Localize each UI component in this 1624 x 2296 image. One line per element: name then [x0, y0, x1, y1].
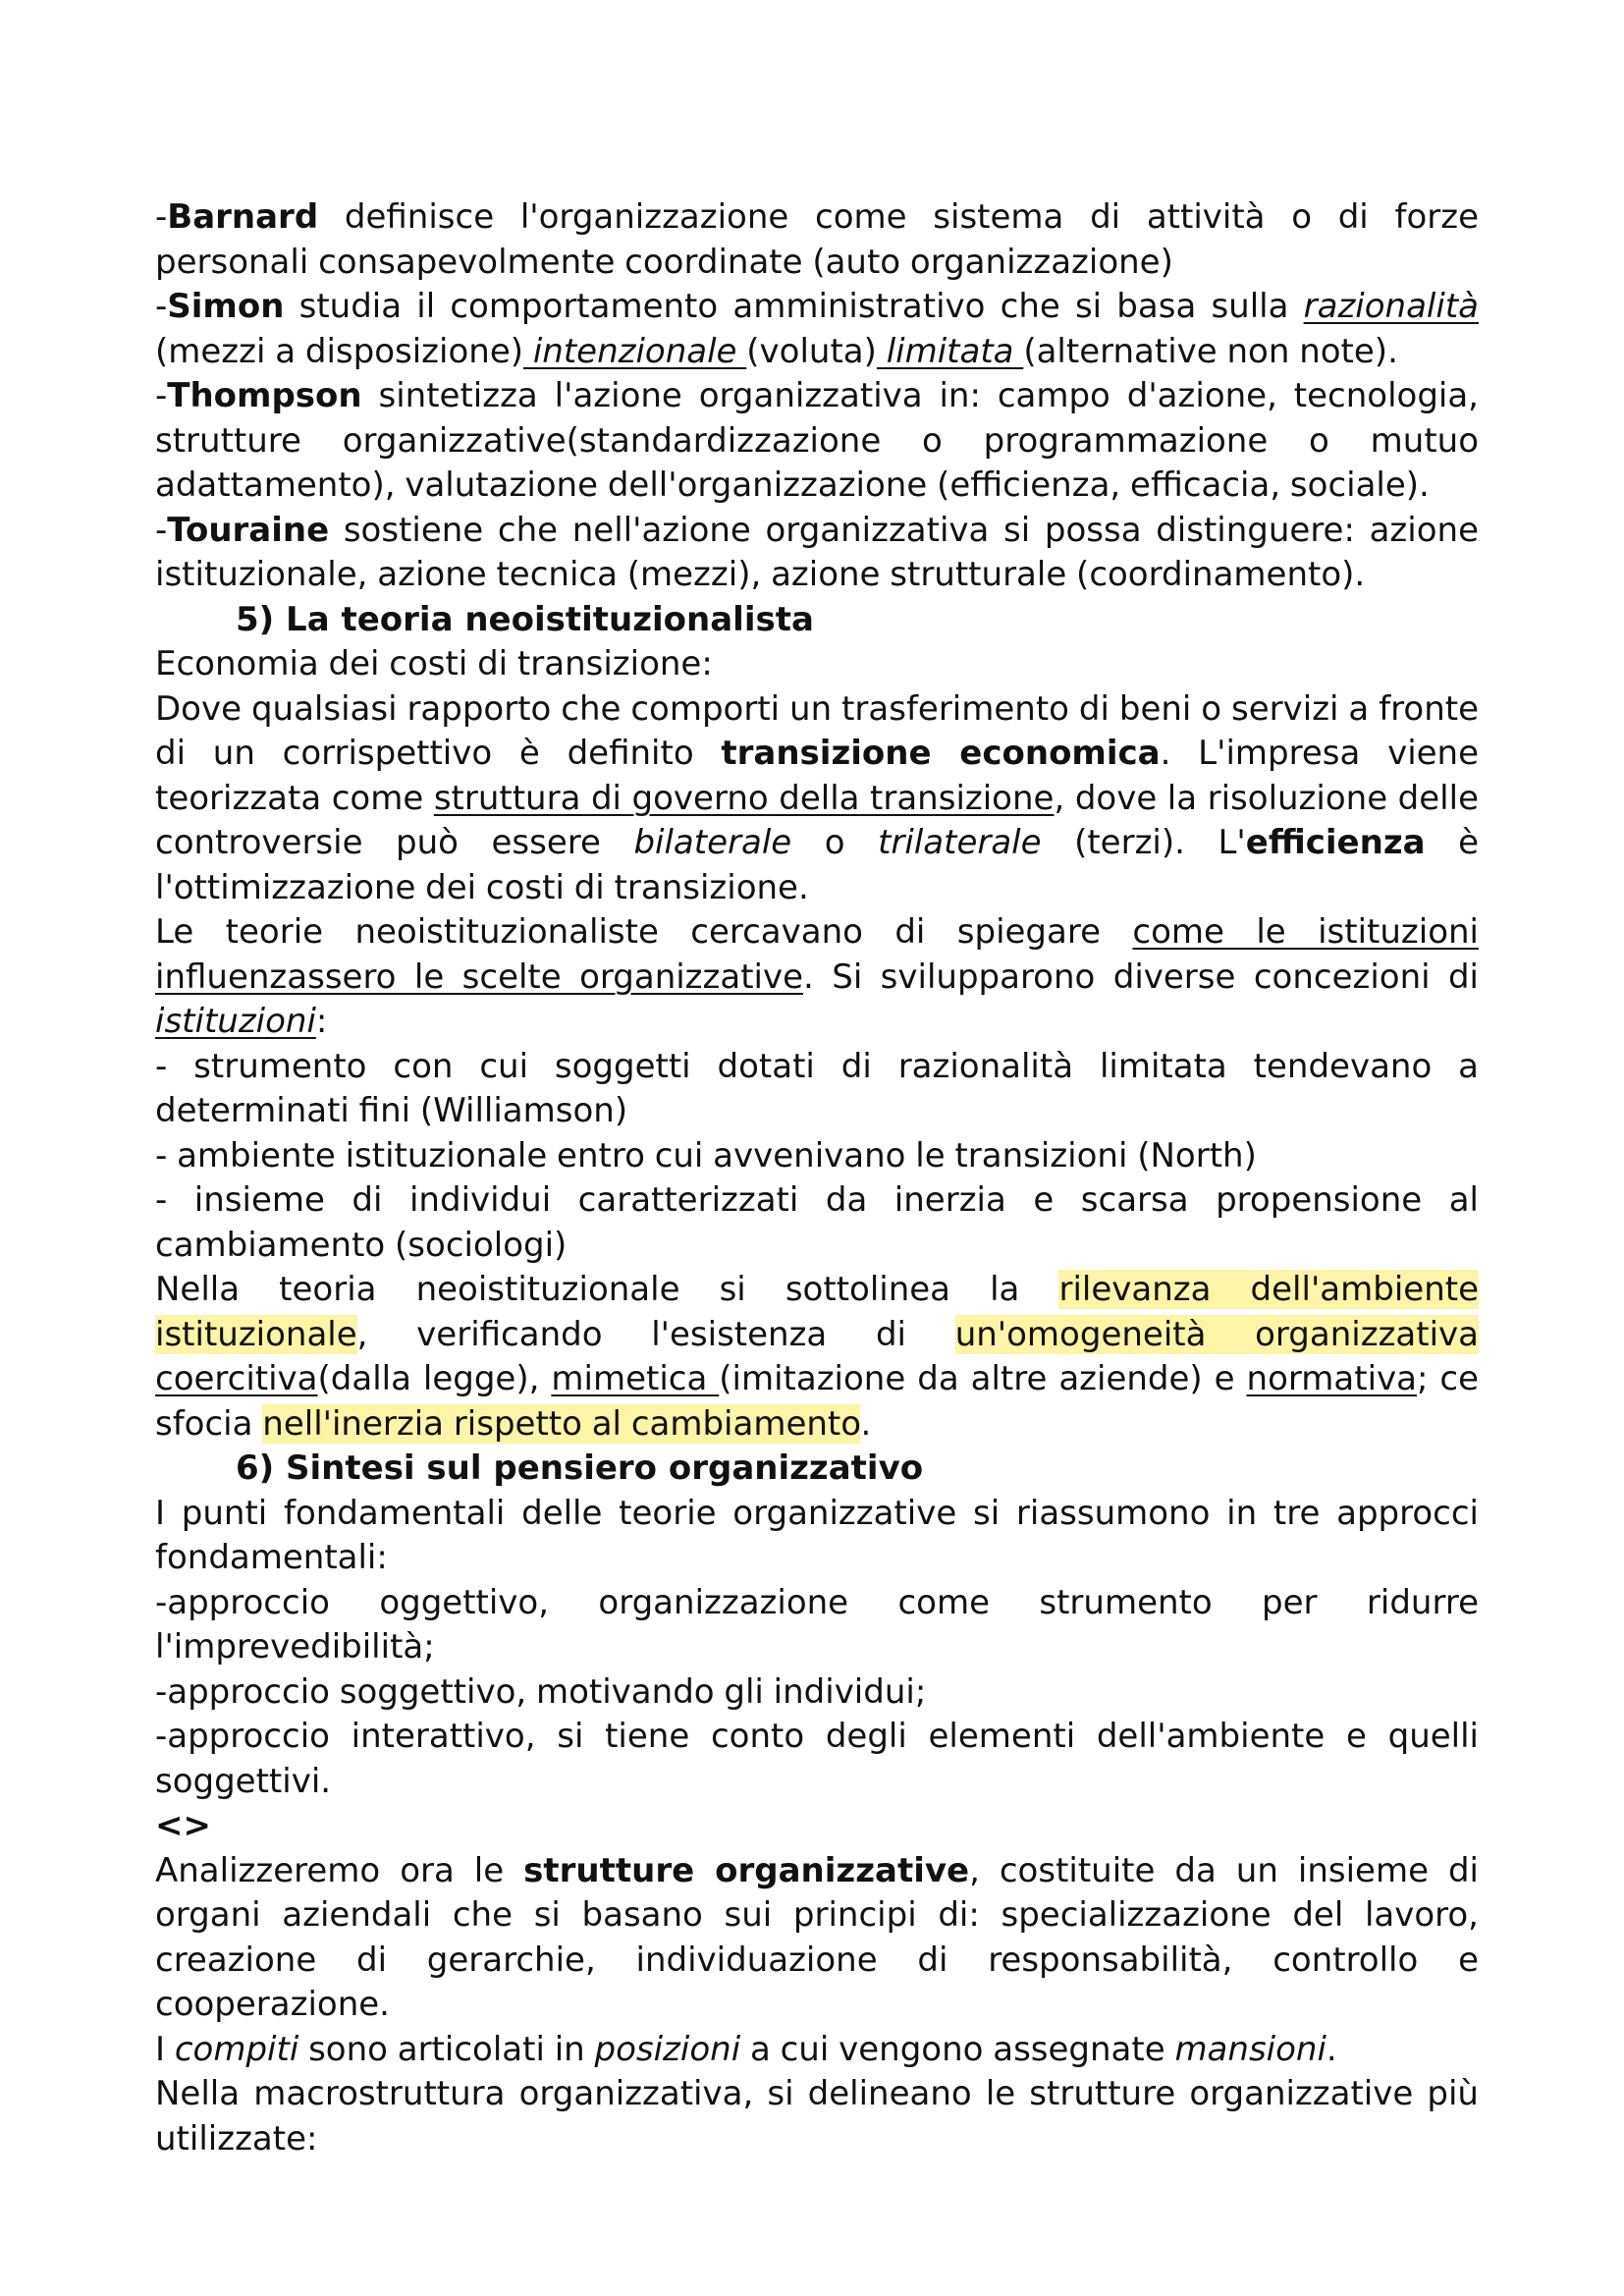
paragraph-text: sono articolati in — [298, 2029, 595, 2069]
term-mansioni: mansioni — [1174, 2029, 1326, 2069]
section-6-heading: 6) Sintesi sul pensiero organizzativo — [236, 1449, 924, 1488]
section-5-subtitle: Economia dei costi di transizione: — [155, 644, 713, 683]
paragraph-text: sintetizza l'azione organizzativa in: campo d'azione, tecnologia, strutture organizzative(standardizzazione o programmazione o mutuo adattamento), valutazione dell'organizzazione (efficienza, efficacia, sociale). — [155, 376, 1479, 505]
paragraph-compiti — [155, 2028, 1479, 2073]
paragraph-simon — [155, 285, 1479, 374]
highlight-rilevanza: rilevanza dell'ambiente istituzionale — [155, 1270, 1479, 1354]
term-istituzioni: istituzioni — [155, 1002, 316, 1041]
paragraph-barnard — [155, 195, 1479, 285]
paragraph-text: Le teorie neoistituzionaliste cercavano di spiegare — [155, 912, 1133, 952]
paragraph-text: Analizzeremo ora le — [155, 1850, 524, 1890]
paragraph-strutture-organizzative — [155, 1849, 1479, 2028]
list-item: - insieme di individui caratterizzati da inerzia e scarsa propensione al cambiamento (sociologi) — [155, 1180, 1479, 1265]
term-limitata: limitata — [876, 331, 1024, 371]
paragraph-text: (voluta) — [746, 331, 877, 371]
section-6-intro: I punti fondamentali delle teorie organizzative si riassumono in tre approcci fondamentali: — [155, 1493, 1479, 1577]
paragraph-text: : — [315, 1002, 328, 1041]
term-normativa: normativa — [1246, 1359, 1417, 1398]
paragraph-text: (mezzi a disposizione) — [155, 331, 524, 371]
paragraph-text: è l'ottimizzazione dei costi di transizione. — [155, 823, 1480, 907]
paragraph-text: ; ce sfocia — [155, 1359, 1479, 1444]
paragraph-text: Dove qualsiasi rapporto che comporti un trasferimento di beni o servizi a fronte di un corrispettivo è definito — [155, 688, 1479, 773]
paragraph-text: I — [155, 2029, 175, 2069]
highlight-inerzia: nell'inerzia rispetto al cambiamento — [262, 1403, 861, 1444]
paragraph-text: . L'impresa viene teorizzata come — [155, 734, 1480, 818]
paragraph-teoria-neoistituzionale — [155, 1268, 1479, 1447]
section-marker: <> — [155, 1806, 211, 1845]
author-name-touraine: Touraine — [167, 510, 330, 550]
paragraph-text: . Si svilupparono diverse concezioni di — [803, 957, 1480, 997]
paragraph-macrostruttura: Nella macrostruttura organizzativa, si delineano le strutture organizzative più utilizzate: — [155, 2074, 1479, 2159]
term-trilaterale: trilaterale — [878, 823, 1042, 862]
paragraph-text: (imitazione da altre aziende) e — [719, 1359, 1247, 1398]
highlight-omogeneita: un'omogeneità organizzativa — [954, 1314, 1479, 1354]
list-item: -approccio soggettivo, motivando gli individui; — [155, 1671, 927, 1712]
dash: - — [155, 197, 168, 237]
term-bilaterale: bilaterale — [633, 823, 792, 862]
list-item: -approccio oggettivo, organizzazione come strumento per ridurre l'imprevedibilità; — [155, 1582, 1479, 1667]
dash: - — [155, 287, 168, 326]
author-name-barnard: Barnard — [167, 197, 319, 237]
list-item: - strumento con cui soggetti dotati di razionalità limitata tendevano a determinati fini (Williamson) — [155, 1046, 1479, 1130]
paragraph-text: (terzi). L' — [1041, 823, 1246, 862]
list-item: - ambiente istituzionale entro cui avvenivano le transizioni (North) — [155, 1135, 1257, 1175]
document-page — [155, 195, 1479, 2161]
paragraph-text: , verificando l'esistenza di — [356, 1314, 955, 1354]
paragraph-touraine — [155, 509, 1479, 598]
term-struttura-di-governo: struttura di governo della transizione — [433, 778, 1055, 818]
term-strutture-organizzative: strutture organizzative — [523, 1850, 970, 1890]
term-intenzionale: intenzionale — [523, 331, 747, 371]
paragraph-text: definisce l'organizzazione come sistema di attività o di forze personali consapevolmente coordinate (auto organizzazione) — [155, 197, 1479, 282]
term-transizione-economica: transizione economica — [721, 734, 1161, 773]
term-mimetica: mimetica — [551, 1359, 720, 1398]
author-name-thompson: Thompson — [167, 376, 362, 415]
term-come-le-istituzioni: come le istituzioni influenzassero le scelte organizzative — [155, 912, 1480, 997]
section-5-heading: 5) La teoria neoistituzionalista — [236, 599, 814, 639]
list-item: -approccio interattivo, si tiene conto degli elementi dell'ambiente e quelli soggettivi. — [155, 1717, 1479, 1801]
paragraph-text: o — [791, 823, 879, 862]
term-coercitiva: coercitiva — [155, 1359, 318, 1398]
paragraph-text: (dalla legge), — [317, 1359, 552, 1398]
paragraph-text: a cui vengono assegnate — [740, 2029, 1175, 2069]
author-name-simon: Simon — [167, 287, 285, 326]
term-razionalita: razionalità — [1303, 287, 1479, 326]
paragraph-text: . — [860, 1403, 872, 1444]
term-posizioni: posizioni — [594, 2029, 741, 2069]
term-compiti: compiti — [174, 2029, 299, 2069]
dash: - — [155, 376, 168, 415]
paragraph-text: sostiene che nell'azione organizzativa si possa distinguere: azione istituzionale, azione tecnica (mezzi), azione strutturale (coordinamento). — [155, 510, 1479, 594]
paragraph-text: (alternative non note). — [1023, 331, 1398, 371]
paragraph-teorie-neoistituzionaliste — [155, 910, 1479, 1045]
dash: - — [155, 510, 168, 550]
paragraph-text: , costituite da un insieme di organi aziendali che si basano sui principi di: specializzazione del lavoro, creazione di gerarchie, individuazione di responsabilità, controllo e cooperazione. — [155, 1850, 1479, 2024]
paragraph-transizione — [155, 687, 1479, 911]
paragraph-text: . — [1326, 2029, 1337, 2069]
paragraph-thompson — [155, 374, 1479, 509]
term-efficienza: efficienza — [1245, 823, 1426, 862]
paragraph-text: studia il comportamento amministrativo che si basa sulla — [284, 287, 1304, 326]
paragraph-text: , dove la risoluzione delle controversie può essere — [155, 778, 1479, 862]
paragraph-text: Nella teoria neoistituzionale si sottolinea la — [155, 1270, 1059, 1309]
